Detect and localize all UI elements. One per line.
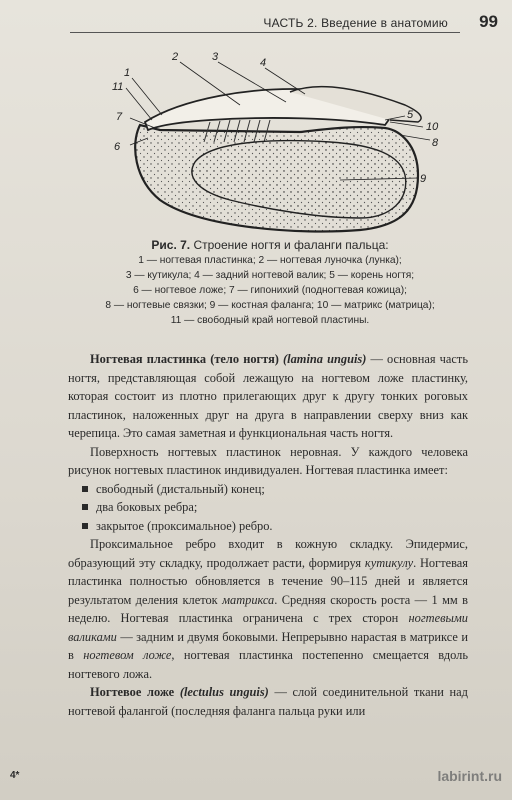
term-nail-plate: Ногтевая пластинка (тело ногтя) <box>90 352 279 366</box>
paragraph-proximal-edge <box>68 535 468 683</box>
list-item <box>82 517 468 536</box>
term-cuticle: кутикулу <box>364 555 414 570</box>
term-nail-bed: ногтевом ложе <box>83 648 172 662</box>
edges-list <box>68 480 468 536</box>
header-rule <box>70 32 460 33</box>
label-10: 10 <box>426 121 439 133</box>
running-head: ЧАСТЬ 2. Введение в анатомию <box>263 16 448 30</box>
label-1: 1 <box>124 67 131 79</box>
term-nail-bed-heading: Ногтевое ложе <box>90 685 175 699</box>
paragraph-nail-bed <box>68 683 468 720</box>
label-9: 9 <box>420 173 427 185</box>
label-3: 3 <box>212 51 219 63</box>
paragraph-nail-plate <box>68 350 468 443</box>
watermark: labirint.ru <box>437 768 502 784</box>
bullet-icon <box>82 486 88 492</box>
figure-caption <box>70 238 470 328</box>
caption-title-bold: Рис. 7. <box>151 238 191 252</box>
paragraph-surface: Поверхность ногтевых пластинок неровная. У каждого человека рисунок ногтевых пластинок индивидуален. Ногтевая пластинка имеет: <box>68 444 468 477</box>
caption-line: 11 — свободный край ногтевой пластины. <box>170 315 370 326</box>
caption-line: 6 — ногтевое ложе; 7 — гипонихий (подногтевая кожица); <box>133 285 407 296</box>
label-2: 2 <box>172 51 179 63</box>
term-nail-folds: ногтевыми валиками <box>68 611 468 644</box>
label-4: 4 <box>260 57 267 69</box>
list-item-text: закрытое (проксимальное) ребро. <box>96 518 273 533</box>
page-number: 99 <box>479 12 498 31</box>
caption-line: 3 — кутикула; 4 — задний ногтевой валик; 5 — корень ногтя; <box>125 270 415 281</box>
list-item <box>82 480 468 499</box>
list-item <box>82 498 468 517</box>
nail-diagram <box>100 50 460 250</box>
caption-line: 1 — ногтевая пластинка; 2 — ногтевая луночка (лунка); <box>138 255 402 266</box>
label-6: 6 <box>114 141 121 153</box>
body-text <box>68 350 468 720</box>
paragraph-text: — слой соединительной ткани над ногтевой фалангой (последняя фаланга пальца руки или <box>68 685 468 718</box>
caption-title-rest: Строение ногтя и фаланги пальца: <box>190 238 389 252</box>
text-span: . Ногтевая пластинка полностью обновляется в течение 90–115 дней и является результатом деления клеток <box>68 555 468 607</box>
term-matrix: матрикса <box>222 592 275 607</box>
latin-lamina-unguis: (lamina unguis) <box>283 352 367 366</box>
caption-line: 8 — ногтевые связки; 9 — костная фаланга; 10 — матрикс (матрица); <box>105 300 435 311</box>
text-span: — задним и двумя боковыми. Непрерывно нарастая в матриксе и в <box>68 629 468 662</box>
label-5: 5 <box>407 109 414 121</box>
text-span: Проксимальное ребро входит в кожную складку. Эпидермис, образующий эту складку, продолжает расти, формируя <box>68 537 468 570</box>
caption-title <box>70 238 470 253</box>
bullet-icon <box>82 523 88 529</box>
bullet-icon <box>82 504 88 510</box>
latin-lectulus-unguis: (lectulus unguis) <box>179 685 269 699</box>
list-item-text: свободный (дистальный) конец; <box>96 481 265 496</box>
label-7: 7 <box>116 111 123 123</box>
paragraph-text: — основная часть ногтя, представляющая собой лежащую на ногтевом ложе пластинку, которая состоит из плотно прилегающих друг к другу тонких роговых пластинок, наложенных друг на друга в направлении сверху вниз как черепица. Это самая заметная и функциональная часть ногтя. <box>68 352 468 440</box>
nail-figure <box>100 50 460 250</box>
text-span: , ногтевая пластинка постепенно смещается вдоль ногтевого ложа. <box>68 648 468 681</box>
list-item-text: два боковых ребра; <box>96 500 198 514</box>
label-11: 11 <box>112 81 124 93</box>
text-span: . Средняя скорость роста — 1 мм в неделю. Ногтевая пластинка ограничена с трех сторон <box>68 592 468 625</box>
printer-signature: 4* <box>10 770 20 781</box>
label-8: 8 <box>432 137 439 149</box>
